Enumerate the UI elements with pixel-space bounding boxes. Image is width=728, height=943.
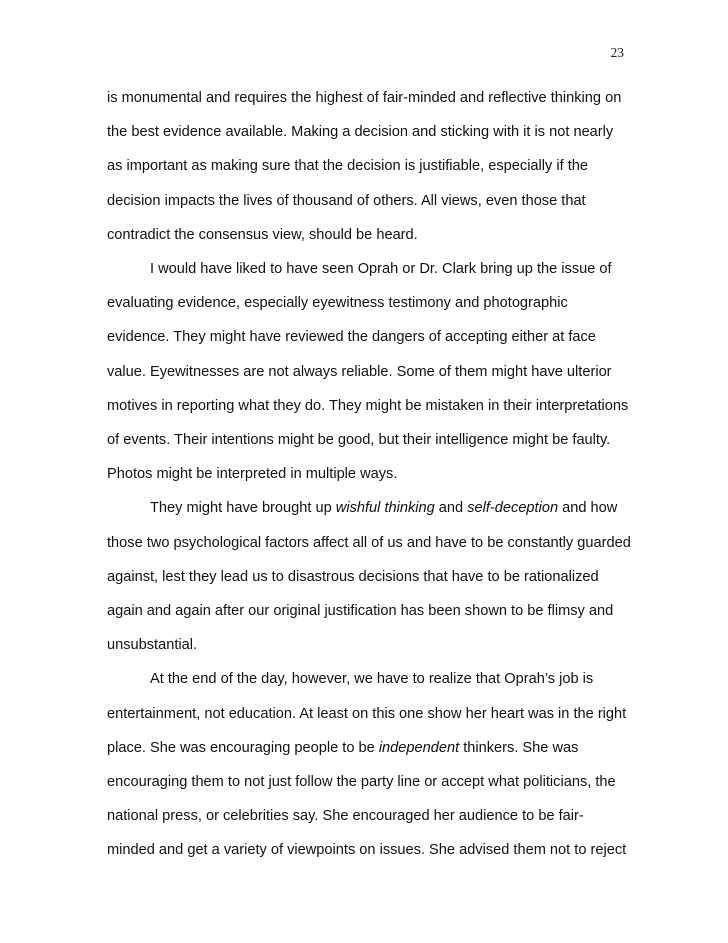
text-segment: again and again after our original justification has been shown to be flimsy and	[107, 603, 614, 619]
italic-text: self-deception	[467, 500, 559, 517]
text-line	[107, 363, 612, 381]
text-segment: contradict the consensus view, should be heard.	[107, 226, 418, 243]
page-number: 23	[610, 45, 624, 60]
text-segment: and	[434, 500, 468, 517]
text-segment: evidence. They might have reviewed the dangers of accepting either at face	[107, 329, 596, 346]
text-segment: is monumental and requires the highest of fair-minded and reflective thinking on	[107, 90, 622, 106]
text-line	[150, 260, 612, 278]
text-segment: They might have brought up	[150, 500, 336, 517]
text-line	[107, 89, 621, 107]
text-line	[150, 499, 617, 517]
text-line	[107, 807, 584, 825]
text-line	[107, 568, 599, 586]
text-line	[107, 465, 397, 483]
text-line	[107, 192, 586, 210]
text-segment: evaluating evidence, especially eyewitness testimony and photographic	[107, 295, 568, 312]
text-segment: as important as making sure that the decision is justifiable, especially if the	[107, 158, 589, 175]
text-segment: decision impacts the lives of thousand of others. All views, even those that	[107, 192, 586, 209]
text-segment: Photos might be interpreted in multiple ways.	[107, 466, 398, 483]
text-segment: minded and get a variety of viewpoints on issues. She advised them not to reject	[107, 842, 627, 859]
text-segment: motives in reporting what they do. They might be mistaken in their interpretations	[107, 397, 629, 414]
text-segment: of events. Their intentions might be good, but their intelligence might be faulty.	[107, 432, 611, 448]
text-segment: entertainment, not education. At least on this one show her heart was in the right	[107, 705, 627, 722]
text-line	[107, 397, 628, 415]
text-line	[150, 670, 593, 688]
text-line	[107, 841, 626, 859]
text-line	[107, 157, 588, 175]
text-segment: value. Eyewitnesses are not always reliable. Some of them might have ulterior	[107, 363, 612, 380]
text-line	[107, 431, 610, 449]
text-line	[107, 534, 631, 552]
text-line	[107, 705, 626, 723]
text-segment: unsubstantial.	[107, 637, 198, 654]
text-line	[107, 226, 418, 244]
text-segment: At the end of the day, however, we have to realize that Oprah’s job is	[150, 671, 594, 688]
italic-text: independent	[378, 739, 460, 756]
text-segment: the best evidence available. Making a decision and sticking with it is not nearly	[107, 124, 614, 141]
text-line	[107, 602, 613, 620]
text-segment: and how	[558, 500, 618, 517]
text-segment: thinkers. She was	[459, 739, 579, 756]
text-segment: place. She was encouraging people to be	[107, 739, 379, 756]
text-line	[107, 773, 616, 791]
text-line	[107, 636, 197, 654]
text-segment: national press, or celebrities say. She encouraged her audience to be fair-	[107, 808, 584, 825]
text-segment: encouraging them to not just follow the party line or accept what politicians, the	[107, 774, 616, 790]
text-line	[107, 294, 568, 312]
text-segment: those two psychological factors affect all of us and have to be constantly guarded	[107, 534, 631, 551]
text-line	[107, 328, 596, 346]
text-line	[107, 739, 578, 757]
text-segment: against, lest they lead us to disastrous decisions that have to be rationalized	[107, 568, 599, 585]
italic-text: wishful thinking	[335, 500, 435, 517]
text-segment: I would have liked to have seen Oprah or Dr. Clark bring up the issue of	[150, 261, 612, 277]
text-line	[107, 123, 613, 141]
